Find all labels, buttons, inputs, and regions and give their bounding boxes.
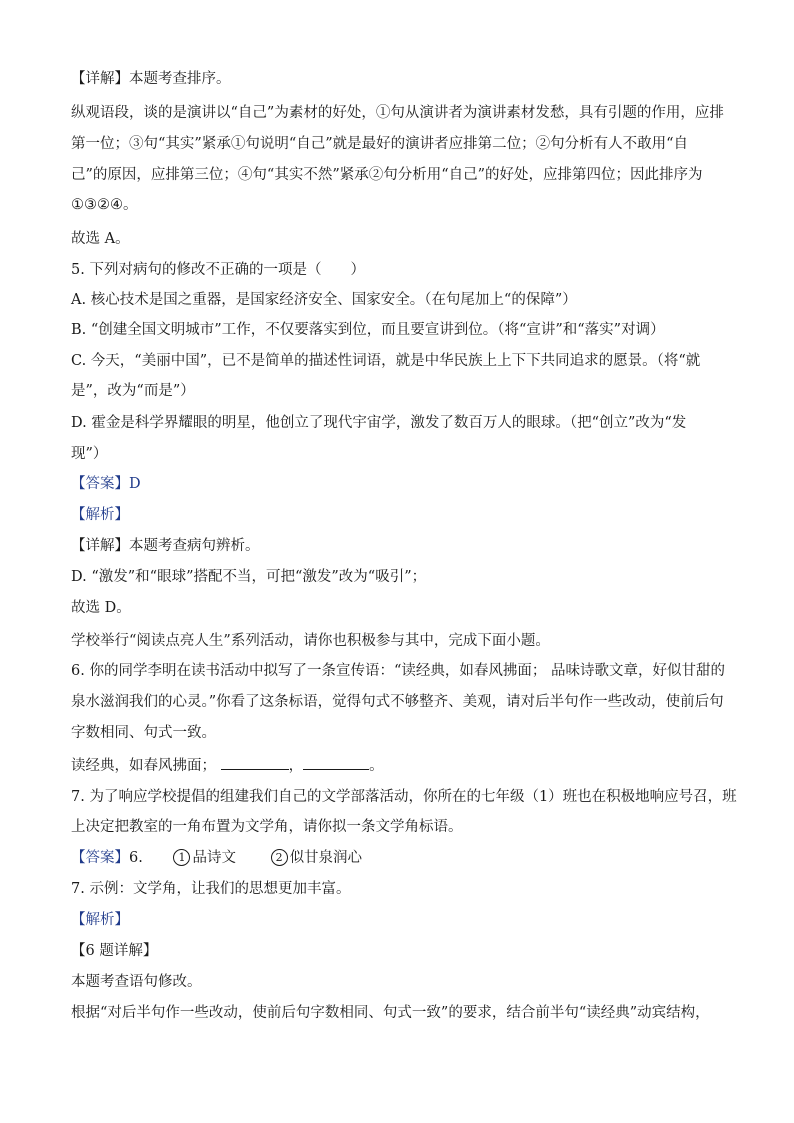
answer-2: 似甘泉润心 bbox=[289, 850, 363, 866]
text-line: 根据“对后半句作一些改动，使前后句字数相同、句式一致”的要求，结合前半句“读经典”动宾结构， bbox=[71, 1005, 710, 1021]
circled-number-2: 2 bbox=[271, 849, 288, 866]
analysis-label: 【解析】 bbox=[71, 507, 129, 523]
question-5: 5. 下列对病句的修改不正确的一项是（ ） bbox=[71, 262, 365, 278]
option-d-cont: 现”） bbox=[71, 446, 108, 462]
option-a: A. 核心技术是国之重器，是国家经济安全、国家安全。（在句尾加上“的保障”） bbox=[71, 292, 577, 308]
option-b: B. “创建全国文明城市”工作，不仅要落实到位，而且要宣讲到位。（将“宣讲”和“落实”对调） bbox=[71, 322, 665, 338]
answer-row bbox=[71, 848, 362, 868]
answer-1: 品诗文 bbox=[192, 850, 236, 866]
circled-number-1: 1 bbox=[173, 849, 190, 866]
text-line: D. “激发”和“眼球”搭配不当，可把“激发”改为“吸引”； bbox=[71, 569, 427, 585]
question-6: 6. 你的同学李明在读书活动中拟写了一条宣传语：“读经典，如春风拂面； 品味诗歌文章，好似甘甜的 bbox=[71, 663, 725, 679]
fill-blank-line bbox=[71, 755, 384, 775]
question-6-cont: 泉水滋润我们的心灵。”你看了这条标语，觉得句式不够整齐、美观，请对后半句作一些改动，使前后句 bbox=[71, 694, 724, 710]
text-line: 故选 A。 bbox=[71, 231, 130, 247]
analysis-label: 【解析】 bbox=[71, 912, 129, 928]
text-line: 第一位；③句“其实”紧承①句说明“自己”就是最好的演讲者应排第二位；②句分析有人不敢用“自 bbox=[71, 136, 689, 152]
option-c-cont: 是”，改为“而是”） bbox=[71, 383, 195, 399]
blank-sep: ， bbox=[288, 758, 304, 774]
answer-num: 6. bbox=[129, 850, 143, 866]
text-line: ①③②④。 bbox=[71, 197, 138, 213]
text-line: 故选 D。 bbox=[71, 600, 131, 616]
option-c: C. 今天，“美丽中国”，已不是简单的描述性词语，就是中华民族上上下下共同追求的愿景。（将“就 bbox=[71, 353, 701, 369]
option-d: D. 霍金是科学界耀眼的明星，他创立了现代宇宙学，激发了数百万人的眼球。（把“创立”改为“发 bbox=[71, 415, 687, 431]
text-line: 【详解】本题考查病句辨析。 bbox=[71, 538, 260, 554]
text-line: 学校举行“阅读点亮人生”系列活动，请你也积极参与其中，完成下面小题。 bbox=[71, 633, 550, 649]
answer-label: 【答案】D bbox=[71, 476, 141, 492]
question-7: 7. 为了响应学校提倡的组建我们自己的文学部落活动，你所在的七年级（1）班也在积极地响应号召，班 bbox=[71, 789, 737, 805]
text-line: 己”的原因，应排第三位；④句“其实不然”紧承②句分析用“自己”的好处，应排第四位；因此排序为 bbox=[71, 167, 703, 183]
text-line: 本题考查语句修改。 bbox=[71, 974, 202, 990]
blank-end: 。 bbox=[369, 758, 384, 774]
question-6-cont: 字数相同、句式一致。 bbox=[71, 725, 216, 741]
answer-label: 【答案】 bbox=[71, 850, 129, 866]
question-7-cont: 上决定把教室的一角布置为文学角，请你拟一条文学角标语。 bbox=[71, 819, 463, 835]
blank-2[interactable] bbox=[303, 755, 369, 770]
text-line: 【详解】本题考查排序。 bbox=[71, 71, 231, 87]
sub-heading: 【6 题详解】 bbox=[71, 943, 158, 959]
text-line: 7. 示例：文学角，让我们的思想更加丰富。 bbox=[71, 881, 351, 897]
fill-blank-prefix: 读经典，如春风拂面； bbox=[71, 758, 216, 774]
text-line: 纵观语段，谈的是演讲以“自己”为素材的好处，①句从演讲者为演讲素材发愁，具有引题的作用，应排 bbox=[71, 105, 724, 121]
blank-1[interactable] bbox=[221, 755, 289, 770]
